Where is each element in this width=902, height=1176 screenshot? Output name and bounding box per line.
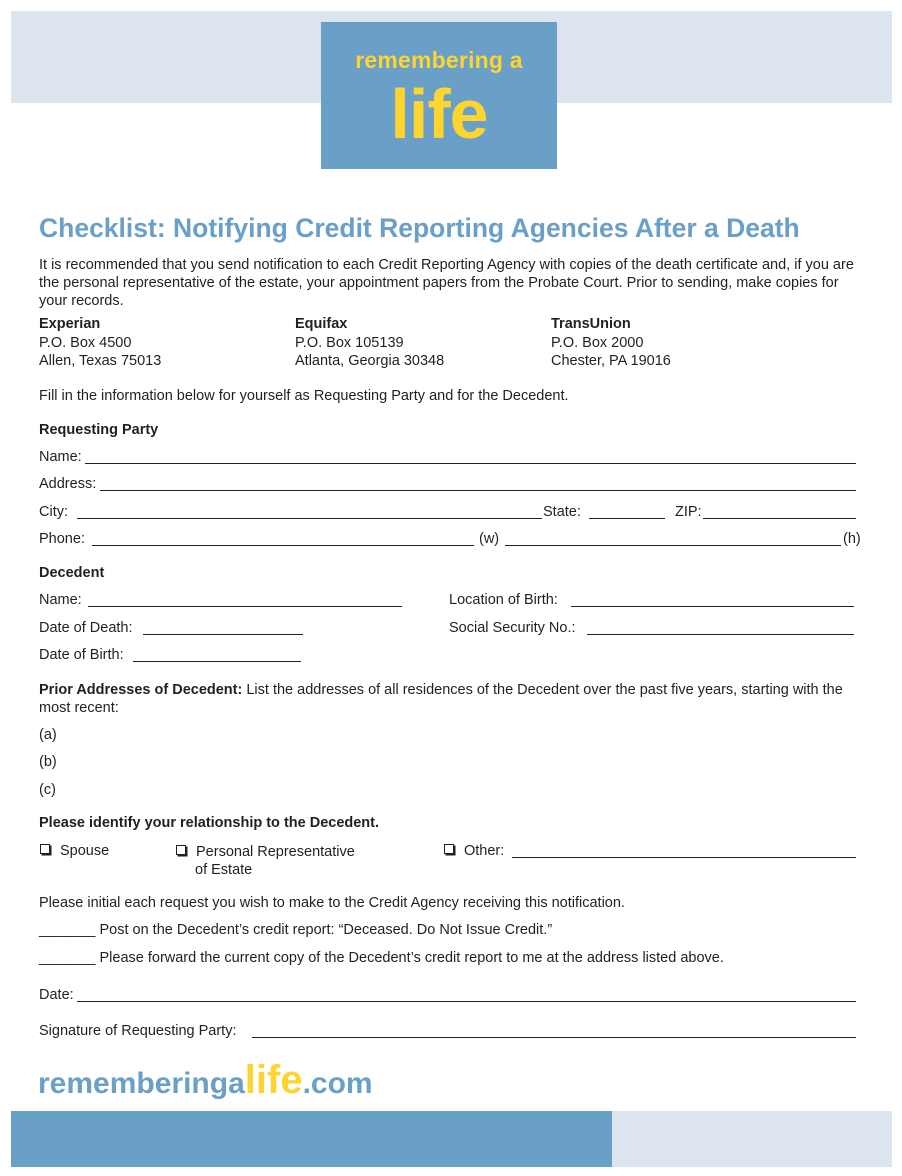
other-label: Other:: [464, 843, 505, 859]
agency-experian: [39, 315, 161, 371]
prior-address-a: (a): [39, 727, 57, 743]
rp-phone-work-suffix: (w): [479, 531, 500, 547]
logo-top-text: remembering a: [355, 47, 523, 73]
request-item-1-text: Post on the Decedent’s credit report: “Deceased. Do Not Issue Credit.”: [99, 922, 553, 938]
footer-band-blue: [11, 1111, 612, 1167]
agency-name: Equifax: [295, 316, 348, 332]
initial-blank-2[interactable]: _______: [39, 950, 96, 966]
checkbox-personal-rep[interactable]: [176, 845, 186, 855]
relationship-option-other[interactable]: [444, 843, 504, 859]
rp-state-label: State:: [543, 504, 581, 520]
requesting-party-heading: Requesting Party: [39, 422, 159, 438]
prior-addresses-heading: Prior Addresses of Decedent:: [39, 682, 243, 698]
rp-zip-field[interactable]: [703, 518, 856, 519]
logo-big-text: life: [390, 75, 488, 153]
agency-address-line1: P.O. Box 4500: [39, 334, 132, 351]
signature-label: Signature of Requesting Party:: [39, 1023, 237, 1039]
relationship-heading: Please identify your relationship to the Decedent.: [39, 815, 380, 831]
footer-brand-part1: remembering: [38, 1067, 229, 1100]
request-item-1: [39, 922, 552, 938]
rp-phone-label: Phone:: [39, 531, 85, 547]
agency-equifax: [295, 315, 444, 371]
requests-instructions: Please initial each request you wish to make to the Credit Agency receiving this notification.: [39, 895, 625, 911]
rp-phone-home-field[interactable]: [505, 545, 841, 546]
brand-logo: [321, 22, 557, 169]
dec-date-of-birth-label: Date of Birth:: [39, 647, 124, 663]
date-label: Date:: [39, 987, 74, 1003]
footer-band-light: [612, 1111, 892, 1167]
agency-address-line1: P.O. Box 2000: [551, 334, 644, 351]
other-relationship-field[interactable]: [512, 857, 856, 858]
agency-address-line1: P.O. Box 105139: [295, 334, 404, 351]
initial-blank-1[interactable]: _______: [39, 922, 96, 938]
relationship-option-personal-rep[interactable]: [176, 843, 355, 879]
dec-location-of-birth-field[interactable]: [571, 606, 854, 607]
rp-state-field[interactable]: [589, 518, 665, 519]
prior-address-b: (b): [39, 754, 57, 770]
date-field[interactable]: [77, 1001, 856, 1002]
footer-brand: [38, 1058, 373, 1103]
agency-address-line2: Chester, PA 19016: [551, 353, 671, 369]
checkbox-spouse[interactable]: [40, 844, 50, 854]
rp-phone-work-field[interactable]: [92, 545, 474, 546]
fill-instructions: Fill in the information below for yourself as Requesting Party and for the Decedent.: [39, 388, 569, 404]
rp-name-field[interactable]: [85, 463, 856, 464]
rp-address-label: Address:: [39, 476, 97, 492]
rp-phone-home-suffix: (h): [843, 531, 861, 547]
dec-name-field[interactable]: [88, 606, 402, 607]
dec-ssn-label: Social Security No.:: [449, 620, 576, 636]
agency-name: Experian: [39, 316, 101, 332]
agency-transunion: [551, 315, 671, 371]
dec-location-of-birth-label: Location of Birth:: [449, 592, 558, 608]
dec-name-label: Name:: [39, 592, 82, 608]
spouse-label: Spouse: [60, 843, 110, 859]
rp-address-field[interactable]: [100, 490, 856, 491]
intro-paragraph: It is recommended that you send notification to each Credit Reporting Agency with copies of the death certificate and, if you are the personal representative of the estate, your appointment papers from the Probate Court. Prior to sending, make copies for your records.: [39, 257, 854, 309]
rp-zip-label: ZIP:: [675, 504, 702, 520]
rp-city-label: City:: [39, 504, 68, 520]
footer-brand-part3: life: [244, 1058, 303, 1102]
rp-city-field[interactable]: [77, 518, 542, 519]
personal-rep-label-line2: of Estate: [195, 862, 253, 878]
agency-address-line2: Allen, Texas 75013: [39, 353, 162, 369]
personal-rep-label-line1: Personal Representative: [196, 844, 355, 860]
footer-brand-part2: a: [228, 1067, 245, 1100]
decedent-heading: Decedent: [39, 565, 105, 581]
request-item-2-text: Please forward the current copy of the Decedent’s credit report to me at the address listed above.: [99, 950, 724, 966]
page-title: Checklist: Notifying Credit Reporting Agencies After a Death: [39, 213, 800, 243]
agency-address-line2: Atlanta, Georgia 30348: [295, 353, 445, 369]
dec-date-of-death-label: Date of Death:: [39, 620, 133, 636]
dec-date-of-birth-field[interactable]: [133, 661, 301, 662]
footer-brand-part4: .com: [302, 1067, 373, 1100]
request-item-2: [39, 950, 724, 966]
signature-field[interactable]: [252, 1037, 856, 1038]
prior-address-c: (c): [39, 782, 56, 798]
relationship-option-spouse[interactable]: [40, 843, 109, 859]
dec-ssn-field[interactable]: [587, 634, 854, 635]
checkbox-other[interactable]: [444, 844, 454, 854]
rp-name-label: Name:: [39, 449, 82, 465]
dec-date-of-death-field[interactable]: [143, 634, 303, 635]
prior-addresses-instructions: [39, 681, 869, 717]
agency-name: TransUnion: [551, 316, 631, 332]
prior-addresses-text: List the addresses of all residences of the Decedent over the past five years, starting with the most recent:: [39, 682, 843, 716]
